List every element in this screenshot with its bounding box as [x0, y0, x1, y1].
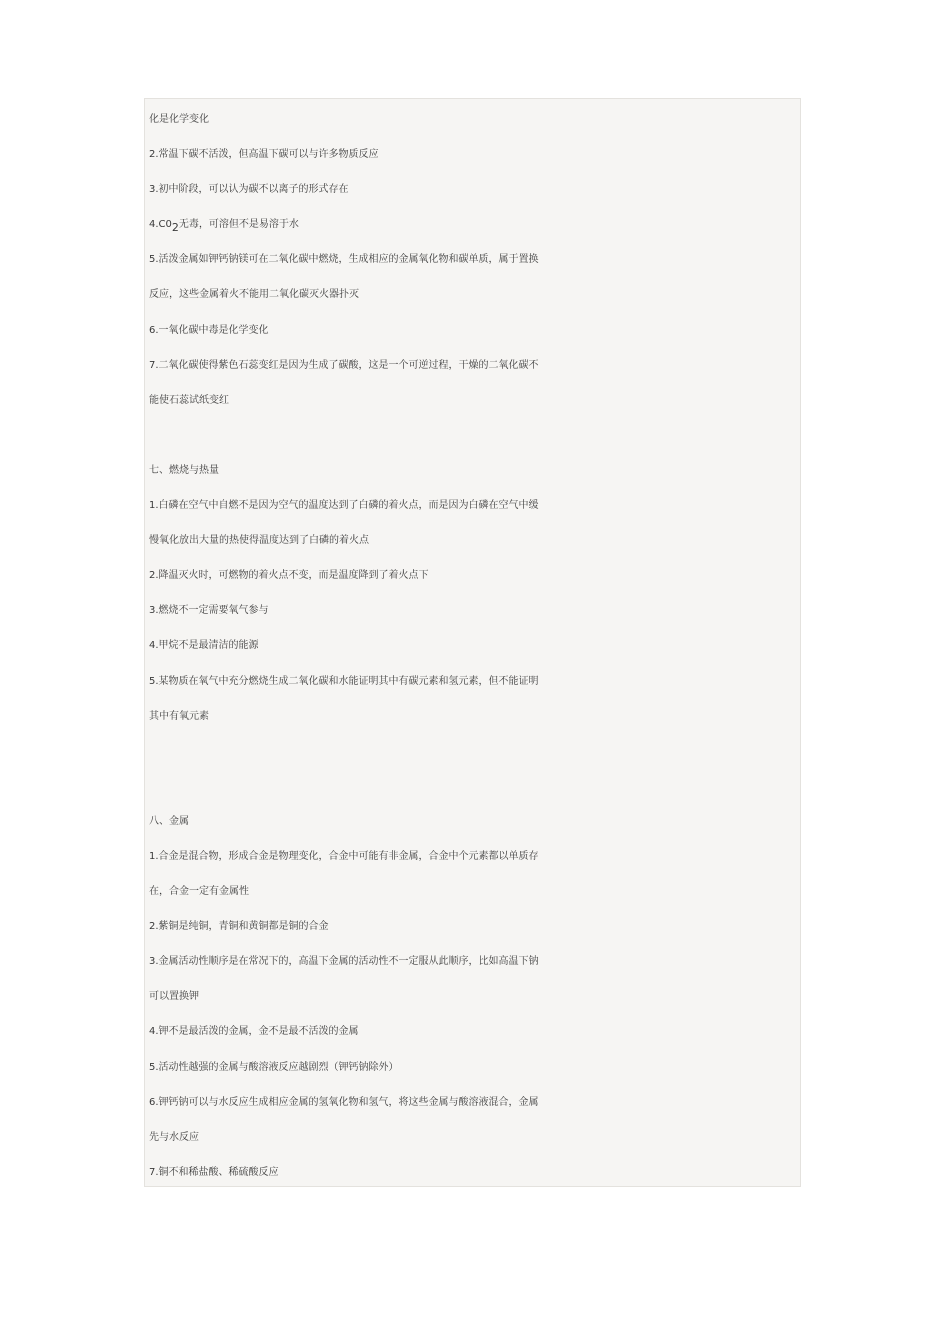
list-item-continuation: 其中有氧元素	[149, 710, 209, 722]
document-text-lines	[149, 102, 800, 1187]
list-item: 7.二氧化碳使得紫色石蕊变红是因为生成了碳酸，这是一个可逆过程，干燥的二氧化碳不	[149, 359, 539, 371]
list-item: 2.降温灭火时，可燃物的着火点不变，而是温度降到了着火点下	[149, 570, 429, 582]
list-item: 6.一氧化碳中毒是化学变化	[149, 324, 269, 336]
list-item: 3.金属活动性顺序是在常况下的，高温下金属的活动性不一定服从此顺序，比如高温下钠	[149, 956, 539, 968]
list-item: 6.钾钙钠可以与水反应生成相应金属的氢氧化物和氢气，将这些金属与酸溶液混合，金属	[149, 1096, 539, 1108]
list-item-continuation: 能使石蕊试纸变红	[149, 394, 229, 406]
list-item: 4.钾不是最活泼的金属，金不是最不活泼的金属	[149, 1026, 359, 1038]
text-line: 化是化学变化	[149, 114, 209, 125]
list-item: 2.紫铜是纯铜，青铜和黄铜都是铜的合金	[149, 921, 329, 933]
blank-line	[149, 418, 800, 453]
list-item-continuation: 先与水反应	[149, 1131, 199, 1143]
list-item: 3.初中阶段，可以认为碳不以离子的形式存在	[149, 184, 349, 196]
co2-suffix: 无毒，可溶但不是易溶于水	[178, 219, 299, 231]
co2-subscript: 2	[171, 221, 179, 235]
list-item: 3.燃烧不一定需要氧气参与	[149, 605, 269, 617]
section-heading-metals: 八、金属	[149, 815, 189, 827]
co2-prefix: 4.C0	[149, 219, 172, 231]
list-item: 5.活动性越强的金属与酸溶液反应越剧烈（钾钙钠除外）	[149, 1061, 399, 1073]
list-item: 1.合金是混合物，形成合金是物理变化，合金中可能有非金属，合金中个元素都以单质存	[149, 850, 539, 862]
list-item-continuation: 可以置换钾	[149, 991, 199, 1003]
list-item-continuation: 反应，这些金属着火不能用二氧化碳灭火器扑灭	[149, 289, 359, 301]
list-item-continuation: 慢氧化放出大量的热使得温度达到了白磷的着火点	[149, 535, 369, 547]
list-item: 7.铜不和稀盐酸、稀硫酸反应	[149, 1166, 279, 1178]
section-heading-combustion: 七、燃烧与热量	[149, 464, 219, 476]
list-item: 2.常温下碳不活泼，但高温下碳可以与许多物质反应	[149, 149, 379, 161]
list-item	[149, 207, 800, 242]
blank-line	[149, 734, 800, 769]
list-item: 4.甲烷不是最清洁的能源	[149, 640, 259, 652]
document-content-panel	[144, 98, 801, 1187]
list-item-continuation: 在，合金一定有金属性	[149, 886, 249, 898]
list-item: 1.白磷在空气中自燃不是因为空气的温度达到了白磷的着火点，而是因为白磷在空气中缓	[149, 500, 539, 512]
list-item: 5.某物质在氧气中充分燃烧生成二氧化碳和水能证明其中有碳元素和氢元素，但不能证明	[149, 675, 539, 687]
blank-line	[149, 769, 800, 804]
list-item: 5.活泼金属如钾钙钠镁可在二氧化碳中燃烧，生成相应的金属氧化物和碳单质，属于置换	[149, 254, 539, 266]
